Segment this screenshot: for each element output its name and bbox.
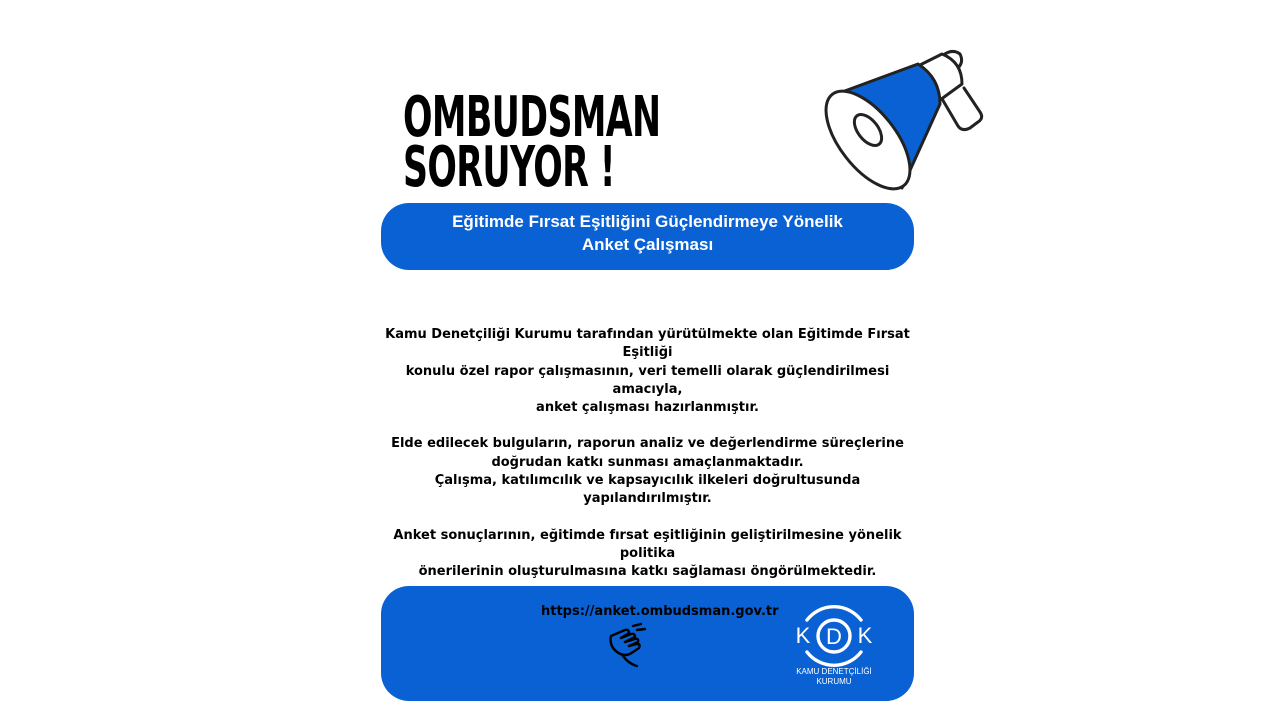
paragraph-1-line-3: anket çalışması hazırlanmıştır. [536, 400, 759, 416]
logo-caption [779, 667, 889, 687]
paragraph-1-line-2: konulu özel rapor çalışmasının, veri temelli olarak güçlendirilmesi amacıyla, [405, 363, 890, 397]
title-line-1: OMBUDSMAN [403, 85, 661, 150]
subtitle-line-1: Eğitimde Fırsat Eşitliğini Güçlendirmeye Yönelik [452, 212, 843, 231]
logo-caption-line-2: KURUMU [816, 677, 852, 686]
footer-banner [381, 586, 914, 701]
pointing-hand-icon [607, 622, 653, 668]
paragraph-1 [370, 326, 925, 417]
logo-caption-line-1: KAMU DENETÇİLİĞİ [796, 667, 872, 676]
paragraph-2 [370, 435, 925, 508]
megaphone-icon [812, 44, 988, 196]
body-text [370, 326, 925, 600]
paragraph-3 [370, 527, 925, 582]
survey-link[interactable]: https://anket.ombudsman.gov.tr [541, 604, 779, 619]
subtitle [381, 210, 914, 256]
logo-letter-k2: K [857, 623, 873, 648]
logo-letter-k1: K [795, 623, 811, 648]
paragraph-2-line-3: Çalışma, katılımcılık ve kapsayıcılık ilkeleri doğrultusunda yapılandırılmıştır. [434, 473, 861, 507]
paragraph-3-line-2: önerilerinin oluşturulmasına katkı sağlaması öngörülmektedir. [418, 564, 877, 580]
subtitle-banner [381, 203, 914, 270]
logo-letter-d: D [826, 624, 842, 649]
subtitle-line-2: Anket Çalışması [581, 235, 714, 254]
paragraph-2-line-2: doğrudan katkı sunması amaçlanmaktadır. [491, 454, 804, 470]
paragraph-2-line-1: Elde edilecek bulguların, raporun analiz ve değerlendirme süreçlerine [391, 436, 904, 452]
page-title [403, 85, 661, 200]
title-line-2: SORUYOR ! [403, 135, 615, 200]
paragraph-1-line-1: Kamu Denetçiliği Kurumu tarafından yürütülmekte olan Eğitimde Fırsat Eşitliği [385, 327, 910, 361]
paragraph-3-line-1: Anket sonuçlarının, eğitimde fırsat eşitliğinin geliştirilmesine yönelik politika [393, 527, 902, 561]
